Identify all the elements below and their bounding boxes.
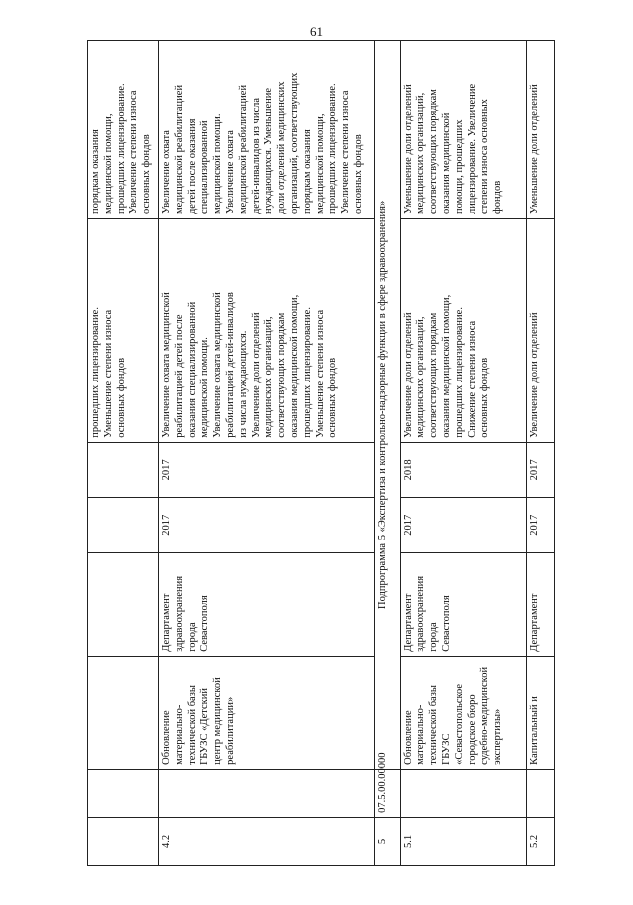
- cell-line: медицинской помощи.: [212, 113, 224, 215]
- cell-line: Увеличение доли отделений: [250, 312, 262, 438]
- cell-code: [374, 752, 400, 817]
- cell-line: Севастополя: [199, 595, 211, 652]
- cell-line: Уменьшение степени износа: [102, 309, 114, 438]
- cell-line: Увеличение охвата медицинской: [212, 292, 224, 438]
- cell-line: Капитальный и: [529, 696, 541, 765]
- cell-start-year: [400, 498, 527, 553]
- cell-line: центр медицинской: [212, 677, 224, 765]
- cell-line: судебно-медицинской: [479, 666, 491, 765]
- cell-line: Увеличение степени износа: [340, 90, 352, 215]
- cell-subprogram: [374, 41, 400, 770]
- cell-text: 4.2: [161, 834, 172, 849]
- cell-line: организаций, соответствующих: [288, 72, 300, 215]
- cell-start-year: [159, 498, 375, 553]
- cell-line: медицинских организаций,: [263, 316, 275, 438]
- cell-text: 2017: [402, 514, 414, 536]
- cell-line: специализированной: [199, 120, 211, 215]
- cell-expected-result: [527, 219, 555, 443]
- cell-line: порядкам оказания: [301, 129, 313, 215]
- cell-end-year: [400, 442, 527, 497]
- cell-line: города: [428, 622, 440, 652]
- cell-text: 2017: [161, 514, 172, 536]
- cell-line: детей-инвалидов из числа: [250, 97, 262, 215]
- cell-event-name: [88, 656, 159, 769]
- cell-line: из числа нуждающихся.: [237, 330, 249, 438]
- cell-line: реабилитацией детей-инвалидов: [224, 292, 236, 438]
- cell-line: соответствующих порядкам: [276, 312, 288, 438]
- cell-line: реабилитацией детей после: [173, 314, 185, 438]
- cell-line: Увеличение степени износа: [128, 90, 140, 215]
- cell-line: медицинских организаций,: [415, 316, 427, 438]
- cell-line: Обновление: [161, 710, 172, 765]
- cell-executor: [88, 553, 159, 656]
- cell-line: экспертизы»: [492, 708, 504, 765]
- cell-end-year: [159, 442, 375, 497]
- cell-text: 5.1: [402, 834, 414, 849]
- cell-code: [159, 769, 375, 817]
- cell-number: [527, 817, 555, 865]
- cell-line: Увеличение охвата: [224, 130, 236, 215]
- cell-line: соответствующих порядкам: [428, 89, 440, 215]
- cell-line: прошедших лицензирование.: [453, 307, 465, 438]
- cell-code: [88, 769, 159, 817]
- cell-text: 2017: [161, 459, 172, 481]
- cell-event-name: [159, 656, 375, 769]
- cell-line: основных фондов: [141, 134, 153, 215]
- cell-executor: [400, 553, 527, 656]
- cell-line: основных фондов: [115, 357, 127, 438]
- cell-line: Уменьшение степени износа: [314, 309, 326, 438]
- cell-line: прошедших лицензирование.: [301, 307, 313, 438]
- cell-line: «Севастопольское: [453, 683, 465, 765]
- cell-line: помощи, прошедших: [453, 119, 465, 215]
- cell-start-year: [88, 498, 159, 553]
- cell-line: прошедших лицензирование.: [90, 307, 101, 438]
- cell-executor: [159, 553, 375, 656]
- cell-indicators: [159, 41, 375, 219]
- cell-line: медицинской реабилитацией: [173, 84, 185, 215]
- cell-line: города: [186, 622, 198, 652]
- cell-line: детей после оказания: [186, 118, 198, 215]
- cell-line: Уменьшение доли отделений: [529, 84, 541, 215]
- cell-number: [374, 817, 400, 865]
- cell-indicators: [400, 41, 527, 219]
- cell-start-year: [527, 498, 555, 553]
- cell-line: основных фондов: [327, 357, 339, 438]
- cell-end-year: [527, 442, 555, 497]
- cell-line: здравоохранения: [173, 575, 185, 652]
- cell-number: [88, 817, 159, 865]
- cell-line: Департамент: [529, 593, 541, 652]
- cell-text: 2018: [402, 459, 414, 481]
- cell-line: ГБУЗС «Детский: [199, 687, 211, 765]
- cell-line: Увеличение доли отделений: [529, 312, 541, 438]
- cell-line: технической базы: [428, 685, 440, 765]
- cell-number: [159, 817, 375, 865]
- cell-line: оказания медицинской помощи,: [440, 294, 452, 438]
- cell-line: здравоохранения: [415, 575, 427, 652]
- cell-code: [527, 769, 555, 817]
- cell-line: Обновление: [402, 710, 414, 765]
- cell-line: порядкам оказания: [90, 129, 101, 215]
- cell-line: технической базы: [186, 685, 198, 765]
- cell-line: материально-: [415, 704, 427, 765]
- cell-line: соответствующих порядкам: [428, 312, 440, 438]
- cell-line: медицинской помощи.: [199, 337, 211, 438]
- cell-line: Департамент: [402, 593, 414, 652]
- rotated-table-container: [87, 40, 555, 866]
- cell-event-name: [527, 656, 555, 769]
- cell-line: Уменьшение доли отделений: [402, 84, 414, 215]
- cell-line: медицинской помощи,: [314, 113, 326, 215]
- cell-end-year: [88, 442, 159, 497]
- cell-line: нуждающихся. Уменьшение: [263, 87, 275, 215]
- table-row: [527, 41, 555, 866]
- cell-line: Снижение степени износа: [466, 320, 478, 438]
- cell-line: Департамент: [161, 593, 172, 652]
- page-number: 61: [310, 24, 323, 39]
- cell-expected-result: [88, 219, 159, 443]
- cell-line: фондов: [492, 180, 504, 215]
- cell-line: Увеличение охвата медицинской: [161, 292, 172, 438]
- cell-expected-result: [400, 219, 527, 443]
- cell-indicators: [88, 41, 159, 219]
- cell-line: ГБУЗС: [440, 733, 452, 765]
- table-row: [159, 41, 375, 866]
- cell-line: медицинской помощи,: [102, 113, 114, 215]
- cell-line: прошедших лицензирование.: [327, 83, 339, 215]
- table-row: [400, 41, 527, 866]
- cell-line: Увеличение доли отделений: [402, 312, 414, 438]
- cell-line: основных фондов: [352, 134, 364, 215]
- cell-line: медицинской реабилитацией: [237, 84, 249, 215]
- cell-line: оказания медицинской: [440, 112, 452, 215]
- cell-line: доли отделений медицинских: [276, 81, 288, 215]
- cell-line: городское бюро: [466, 694, 478, 765]
- cell-line: степени износа основных: [479, 99, 491, 215]
- cell-text: 5.2: [529, 834, 541, 849]
- table-row: [374, 41, 400, 866]
- cell-line: материально-: [173, 704, 185, 765]
- cell-executor: [527, 553, 555, 656]
- cell-text: 2017: [529, 459, 541, 481]
- program-table: [87, 40, 555, 866]
- cell-expected-result: [159, 219, 375, 443]
- cell-line: прошедших лицензирование.: [115, 83, 127, 215]
- cell-line: основных фондов: [479, 357, 491, 438]
- cell-text: 07.5.00.00000: [376, 752, 388, 813]
- cell-line: медицинских организаций,: [415, 92, 427, 215]
- cell-text: 2017: [529, 514, 541, 536]
- cell-line: Севастополя: [440, 595, 452, 652]
- cell-line: лицензирование. Увеличение: [466, 83, 478, 215]
- cell-indicators: [527, 41, 555, 219]
- cell-line: оказания медицинской помощи,: [288, 294, 300, 438]
- cell-line: реабилитации»: [224, 696, 236, 765]
- cell-line: оказания специализированной: [186, 301, 198, 438]
- cell-event-name: [400, 656, 527, 769]
- table-row: [88, 41, 159, 866]
- cell-text: 5: [376, 838, 388, 845]
- cell-code: [400, 769, 527, 817]
- cell-line: Увеличение охвата: [161, 130, 172, 215]
- cell-number: [400, 817, 527, 865]
- cell-text: Подпрограмма 5 «Экспертиза и контрольно-надзорные функции в сфере здравоохранения»: [376, 200, 388, 610]
